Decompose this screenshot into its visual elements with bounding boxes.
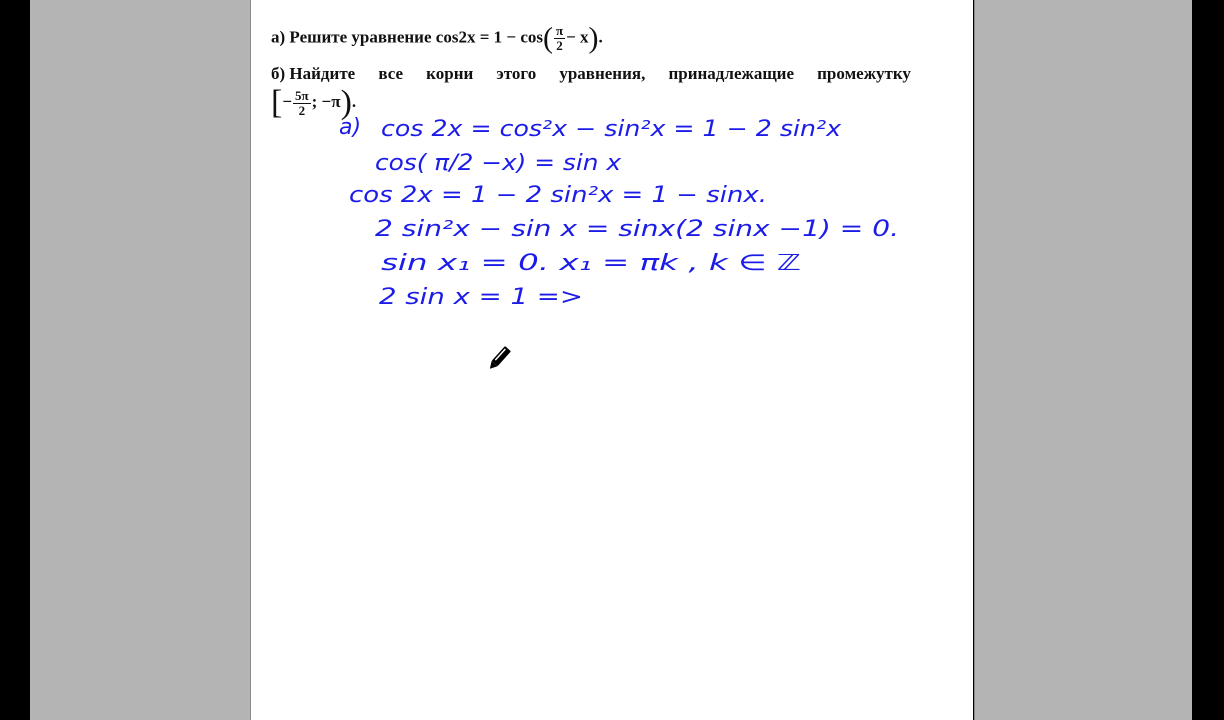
task-b-interval: [− $\frac{5\pi}{2}$ ; −π). (271, 84, 357, 121)
task-a: а) Решите уравнение cos2x = 1 − cos( $\frac{\pi}{2}$ − x). (271, 21, 603, 55)
hw-line-5: sin x₁ = 0. x₁ = πk , k ∈ ℤ (381, 251, 801, 276)
task-b-word: уравнения, (559, 64, 646, 83)
task-a-equation: cos2x = 1 − cos (435, 27, 543, 47)
hw-line-2: cos( π/2 −x) = sin x (375, 151, 623, 176)
paren-close: ) (588, 21, 599, 55)
task-a-label: а) Решите уравнение (271, 27, 432, 47)
hw-line-4: 2 sin²x − sin x = sinx(2 sinx −1) = 0. (375, 217, 899, 242)
handwriting-layer (251, 0, 973, 720)
task-a-after-frac: − x (566, 27, 589, 47)
task-b-word: этого (496, 64, 537, 83)
left-gutter (30, 0, 251, 720)
paren-open: ( (542, 21, 553, 55)
interval-rest: ; −π (311, 91, 341, 111)
task-b-word: все (378, 64, 404, 83)
right-gutter (974, 0, 1193, 720)
bracket-open: [ (271, 84, 283, 121)
task-b-word: принадлежащие (668, 64, 795, 83)
task-b-word: б) Найдите (271, 64, 356, 83)
task-b-word: промежутку (817, 64, 911, 83)
hw-line-1: cos 2x = cos²x − sin²x = 1 − 2 sin²x (381, 117, 843, 142)
task-b-word: корни (426, 64, 474, 83)
document-page (251, 0, 973, 720)
hw-part-a-mark: а) (339, 115, 362, 140)
fraction-5pi-2: $\frac{5\pi}{2}$ (295, 87, 309, 118)
bracket-close: ) (340, 84, 352, 121)
fraction-pi-2: $\frac{\pi}{2}$ (555, 23, 564, 53)
pen-cursor-icon (487, 346, 511, 371)
hw-line-6: 2 sin x = 1 => (379, 285, 583, 310)
right-edge (1192, 0, 1224, 720)
hw-line-3: cos 2x = 1 − 2 sin²x = 1 − sinx. (349, 183, 767, 208)
